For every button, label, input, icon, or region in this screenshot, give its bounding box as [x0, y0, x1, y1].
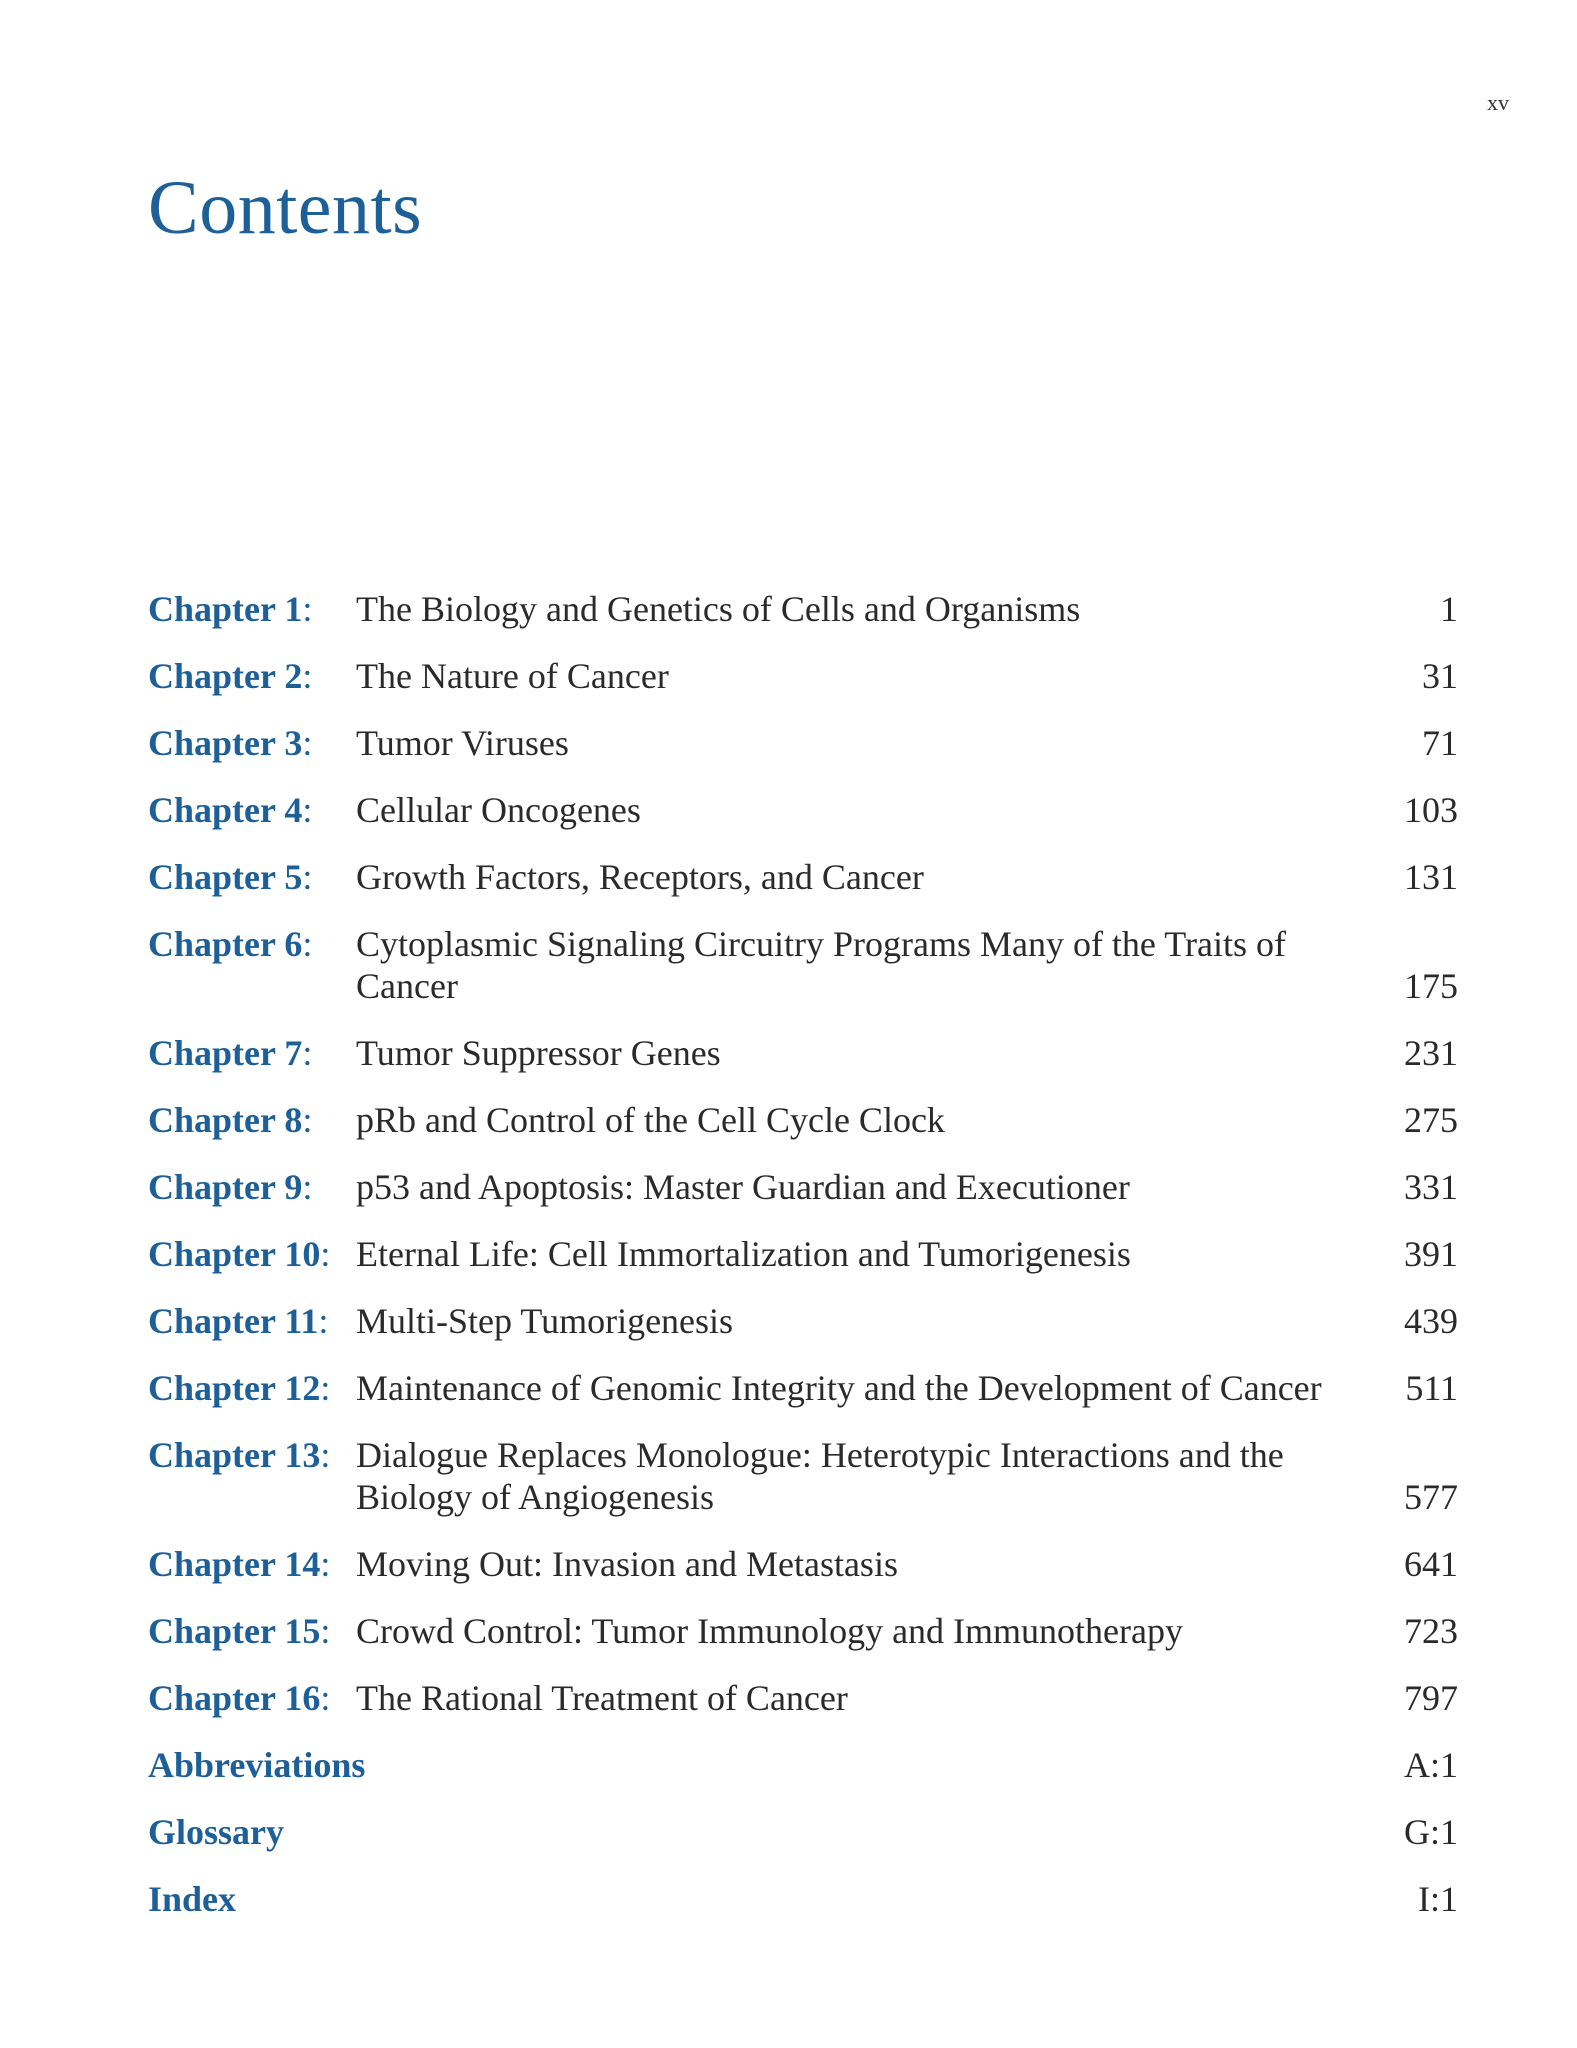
back-matter-page-number: I:1: [1418, 1879, 1458, 1919]
chapter-label: Chapter 15:: [148, 1611, 331, 1651]
chapter-page-number: 175: [1404, 966, 1458, 1006]
chapter-label: Chapter 6:: [148, 924, 313, 964]
chapter-title: Maintenance of Genomic Integrity and the Development of Cancer: [356, 1368, 1322, 1408]
chapter-page-number: 275: [1404, 1100, 1458, 1140]
toc-entry-abbreviations[interactable]: [148, 1744, 1458, 1786]
chapter-title: Tumor Viruses: [356, 723, 569, 763]
toc-entry-chapter-10[interactable]: [148, 1233, 1458, 1275]
chapter-label: Chapter 7:: [148, 1033, 313, 1073]
chapter-label: Chapter 8:: [148, 1100, 313, 1140]
toc-entry-chapter-16[interactable]: [148, 1677, 1458, 1719]
toc-entry-chapter-7[interactable]: [148, 1032, 1458, 1074]
page-number: xv: [1487, 90, 1509, 115]
toc-entry-chapter-13[interactable]: [148, 1434, 1458, 1518]
chapter-page-number: 331: [1404, 1167, 1458, 1207]
chapter-label: Chapter 10:: [148, 1234, 331, 1274]
toc-entry-glossary[interactable]: [148, 1811, 1458, 1853]
chapter-page-number: 71: [1422, 723, 1458, 763]
toc-entry-chapter-6[interactable]: [148, 923, 1458, 1007]
chapter-page-number: 439: [1404, 1301, 1458, 1341]
table-of-contents: [148, 588, 1458, 1945]
chapter-label: Chapter 3:: [148, 723, 313, 763]
toc-entry-chapter-1[interactable]: [148, 588, 1458, 630]
chapter-title: Cellular Oncogenes: [356, 790, 641, 830]
chapter-page-number: 1: [1440, 589, 1458, 629]
chapter-label: Chapter 1:: [148, 589, 313, 629]
chapter-label: Chapter 16:: [148, 1678, 331, 1718]
chapter-label: Chapter 4:: [148, 790, 313, 830]
chapter-title: Multi-Step Tumorigenesis: [356, 1301, 734, 1341]
chapter-page-number: 641: [1404, 1544, 1458, 1584]
chapter-page-number: 391: [1404, 1234, 1458, 1274]
toc-entry-chapter-14[interactable]: [148, 1543, 1458, 1585]
chapter-title: The Rational Treatment of Cancer: [356, 1678, 848, 1718]
back-matter-label: Abbreviations: [148, 1745, 366, 1785]
toc-entry-chapter-3[interactable]: [148, 722, 1458, 764]
chapter-page-number: 131: [1404, 857, 1458, 897]
chapter-label: Chapter 12:: [148, 1368, 331, 1408]
back-matter-page-number: A:1: [1404, 1745, 1458, 1785]
chapter-label: Chapter 2:: [148, 656, 313, 696]
chapter-page-number: 103: [1404, 790, 1458, 830]
toc-entry-chapter-15[interactable]: [148, 1610, 1458, 1652]
chapter-page-number: 797: [1404, 1678, 1458, 1718]
toc-entry-index[interactable]: [148, 1878, 1458, 1920]
chapter-title: Cytoplasmic Signaling Circuitry Programs Many of the Traits of Cancer: [356, 924, 1286, 1006]
back-matter-label: Glossary: [148, 1812, 285, 1852]
chapter-title: Eternal Life: Cell Immortalization and Tumorigenesis: [356, 1234, 1131, 1274]
chapter-label: Chapter 14:: [148, 1544, 331, 1584]
chapter-title: The Nature of Cancer: [356, 656, 669, 696]
toc-entry-chapter-9[interactable]: [148, 1166, 1458, 1208]
chapter-title: The Biology and Genetics of Cells and Organisms: [356, 589, 1081, 629]
toc-entry-chapter-2[interactable]: [148, 655, 1458, 697]
chapter-page-number: 231: [1404, 1033, 1458, 1073]
toc-entry-chapter-12[interactable]: [148, 1367, 1458, 1409]
page-title: Contents: [148, 166, 423, 250]
toc-entry-chapter-8[interactable]: [148, 1099, 1458, 1141]
toc-entry-chapter-5[interactable]: [148, 856, 1458, 898]
chapter-title: pRb and Control of the Cell Cycle Clock: [356, 1100, 945, 1140]
toc-entry-chapter-4[interactable]: [148, 789, 1458, 831]
chapter-page-number: 577: [1404, 1477, 1458, 1517]
chapter-label: Chapter 11:: [148, 1301, 329, 1341]
chapter-page-number: 31: [1422, 656, 1458, 696]
back-matter-label: Index: [148, 1879, 237, 1919]
chapter-title: Growth Factors, Receptors, and Cancer: [356, 857, 924, 897]
chapter-title: p53 and Apoptosis: Master Guardian and Executioner: [356, 1167, 1130, 1207]
chapter-label: Chapter 9:: [148, 1167, 313, 1207]
toc-entry-chapter-11[interactable]: [148, 1300, 1458, 1342]
chapter-title: Crowd Control: Tumor Immunology and Immunotherapy: [356, 1611, 1183, 1651]
chapter-title: Dialogue Replaces Monologue: Heterotypic Interactions and the Biology of Angiogenesis: [356, 1435, 1284, 1517]
chapter-title: Tumor Suppressor Genes: [356, 1033, 721, 1073]
chapter-label: Chapter 5:: [148, 857, 313, 897]
back-matter-page-number: G:1: [1404, 1812, 1458, 1852]
chapter-title: Moving Out: Invasion and Metastasis: [356, 1544, 898, 1584]
chapter-page-number: 723: [1404, 1611, 1458, 1651]
chapter-page-number: 511: [1405, 1368, 1458, 1408]
chapter-label: Chapter 13:: [148, 1435, 331, 1475]
